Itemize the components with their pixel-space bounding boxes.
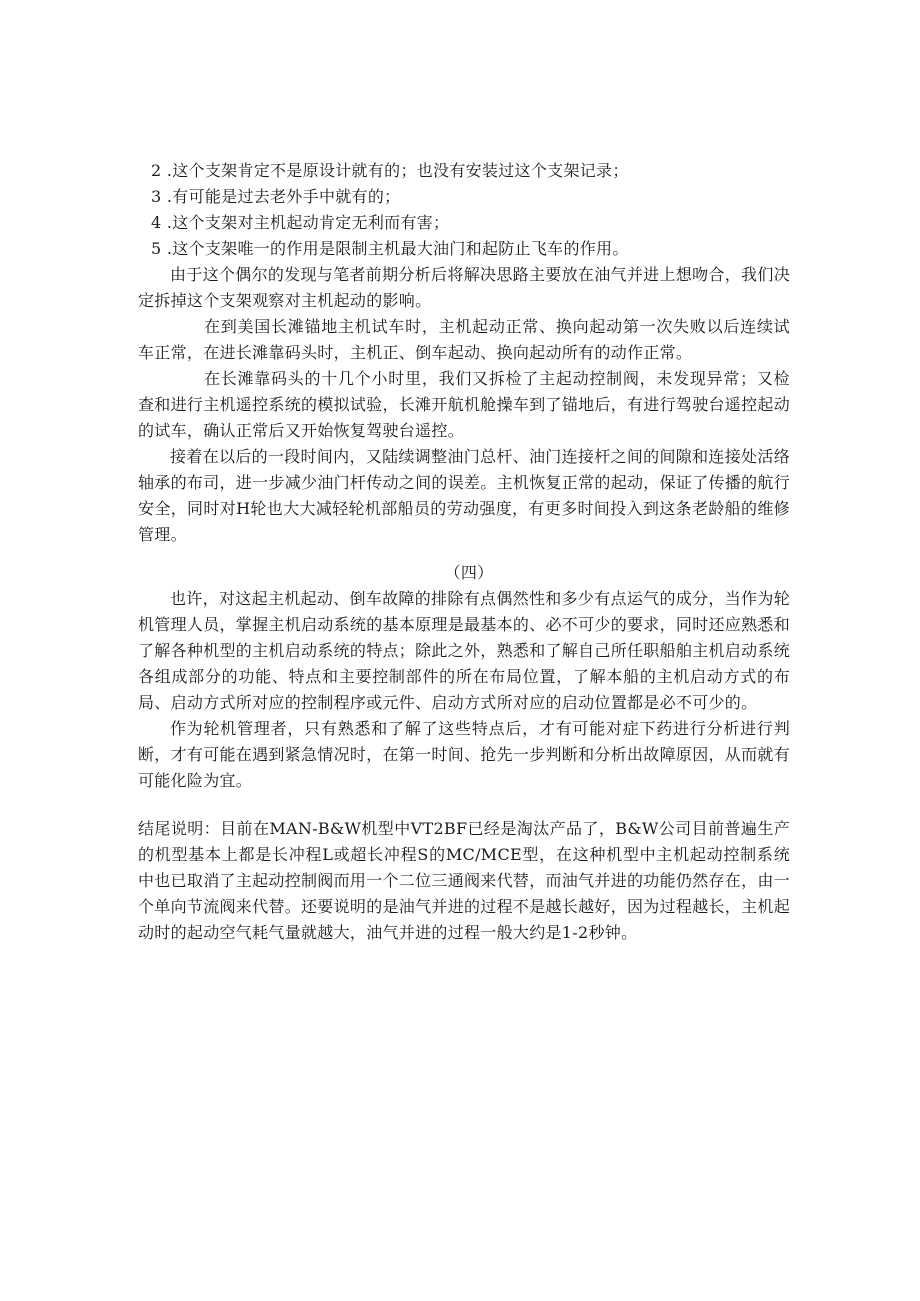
paragraph-management-requirements: 也许，对这起主机起动、倒车故障的排除有点偶然性和多少有点运气的成分，当作为轮机管理人员，掌握主机启动系统的基本原理是最基本的、必不可少的要求，同时还应熟悉和了解各种机型的主机启动系统的特点；除此之外，熟悉和了解自己所任职船舶主机启动系统各组成部分的功能、特点和主要控制部件的所在布局位置，了解本船的主机启动方式的布局、启动方式所对应的控制程序或元件、启动方式所对应的启动位置都是必不可少的。	[138, 589, 791, 712]
paragraph-adjustment: 接着在以后的一段时间内，又陆续调整油门总杆、油门连接杆之间的间隙和连接处活络轴承的布司，进一步减少油门杆传动之间的误差。主机恢复正常的起动，保证了传播的航行安全，同时对H轮也大大减轻轮机部船员的劳动强度，有更多时间投入到这条老龄船的维修管理。	[138, 447, 791, 544]
document-body	[138, 158, 790, 946]
paragraph-decision: 由于这个偶尔的发现与笔者前期分析后将解决思路主要放在油气并进上想吻合，我们决定拆掉这个支架观察对主机起动的影响。	[138, 265, 790, 310]
list-item-4: 4 .这个支架对主机起动肯定无利而有害；	[151, 213, 450, 232]
list-item-3: 3 .有可能是过去老外手中就有的；	[151, 187, 401, 206]
paragraph-management-conclusion: 作为轮机管理者，只有熟悉和了解了这些特点后，才有可能对症下药进行分析进行判断，才有可能在遇到紧急情况时，在第一时间、抢先一步判断和分析出故障原因，从而就有可能化险为宜。	[138, 719, 791, 790]
section-title: （四）	[444, 563, 494, 582]
list-item-2: 2 .这个支架肯定不是原设计就有的；也没有安装过这个支架记录；	[151, 161, 629, 180]
paragraph-long-beach-trial: 在到美国长滩锚地主机试车时，主机起动正常、换向起动第一次失败以后连续试车正常，在进长滩靠码头时，主机正、倒车起动、换向起动所有的动作正常。	[138, 317, 790, 362]
paragraph-berth-inspection: 在长滩靠码头的十几个小时里，我们又拆检了主起动控制阀，未发现异常；又检查和进行主机遥控系统的模拟试验，长滩开航机舱操车到了锚地后，有进行驾驶台遥控起动的试车，确认正常后又开始恢复驾驶台遥控。	[138, 369, 791, 440]
list-item-5: 5 .这个支架唯一的作用是限制主机最大油门和起防止飞车的作用。	[151, 239, 629, 258]
closing-note: 结尾说明：目前在MAN-B&W机型中VT2BF已经是淘汰产品了，B&W公司目前普遍生产的机型基本上都是长冲程L或超长冲程S的MC/MCE型，在这种机型中主机起动控制系统中也已取消了主起动控制阀而用一个二位三通阀来代替，而油气并进的功能仍然存在，由一个单向节流阀来代替。还要说明的是油气并进的过程不是越长越好，因为过程越长，主机起动时的起动空气耗气量就越大，油气并进的过程一般大约是1-2秒钟。	[138, 819, 791, 942]
